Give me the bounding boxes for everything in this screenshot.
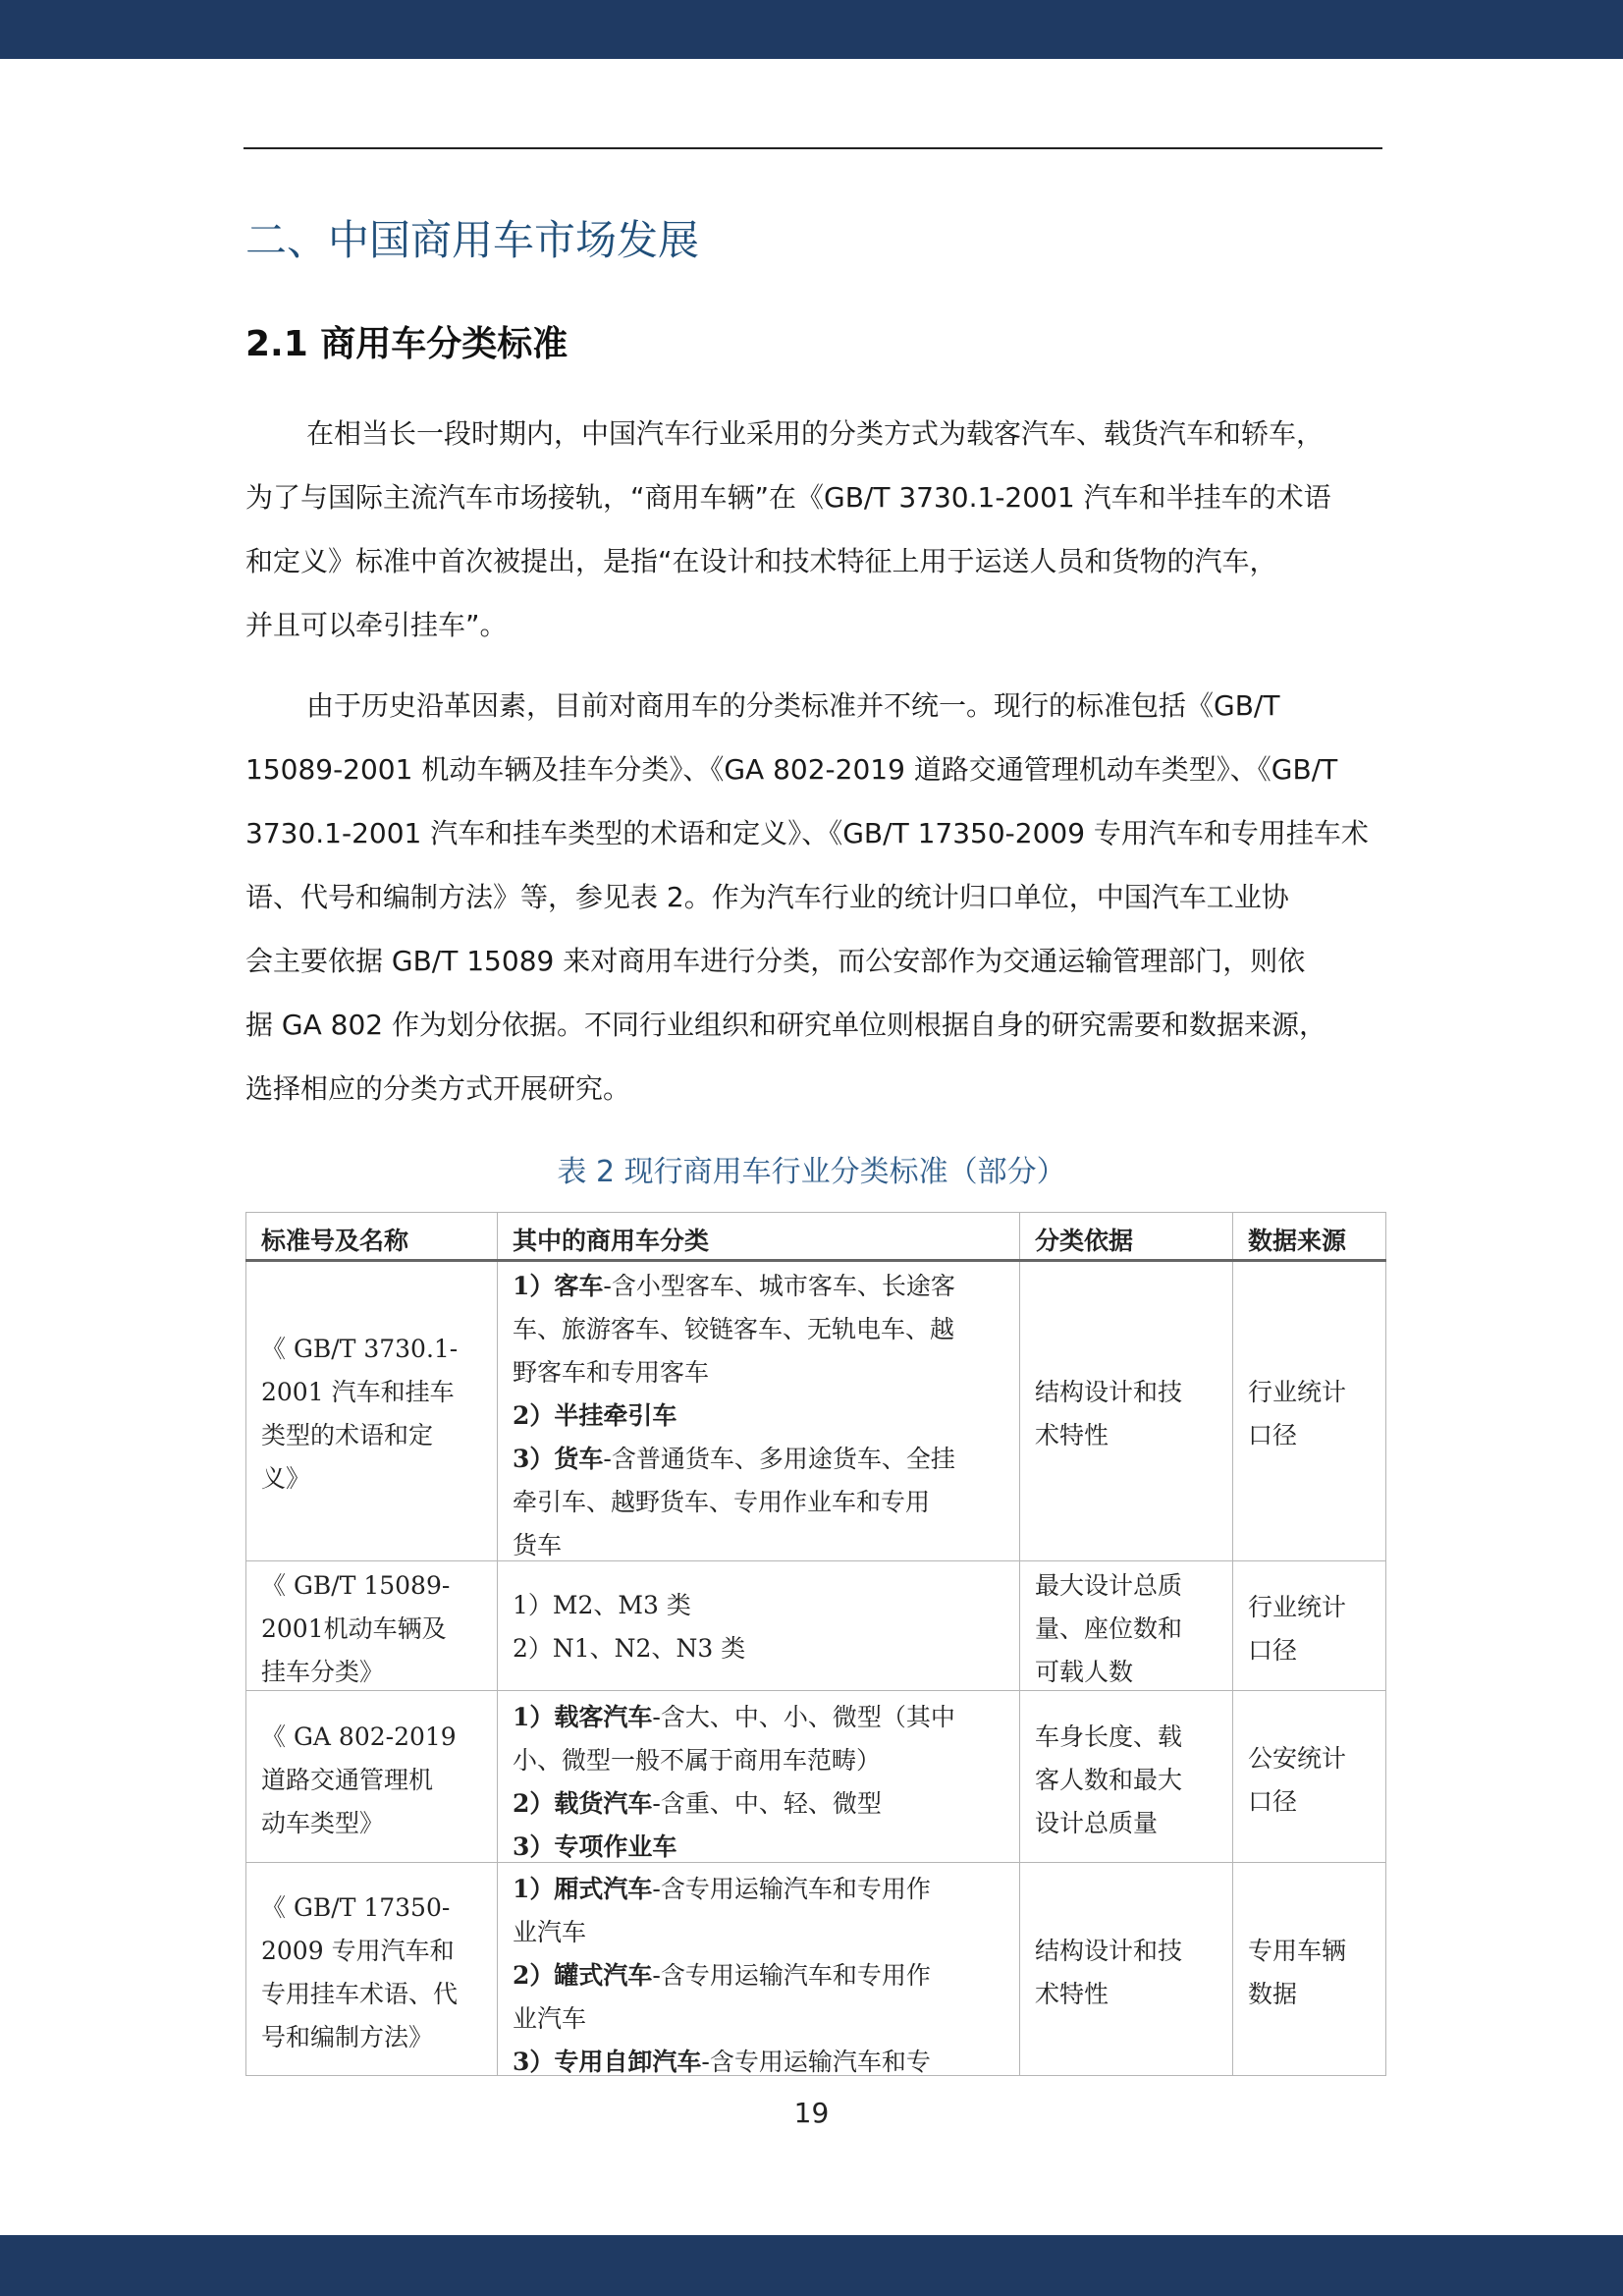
paragraph-line: 语、代号和编制方法》等，参见表 2。作为汽车行业的统计归口单位，中国汽车工业协 xyxy=(245,881,1289,913)
table-cell-category-line xyxy=(513,1526,562,1561)
table-cell-category-line xyxy=(513,1913,586,1948)
paragraph-line: 和定义》标准中首次被提出，是指“在设计和技术特征上用于运送人员和货物的汽车， xyxy=(245,545,1277,577)
table-cell-source: 口径 xyxy=(1248,1420,1298,1449)
table-cell-category-line xyxy=(513,1741,881,1777)
header-rule xyxy=(243,147,1382,149)
category-detail: -含重、中、轻、微型 xyxy=(652,1789,882,1818)
table-cell-standard: 动车类型》 xyxy=(261,1808,385,1837)
paragraph-line: 据 GA 802 作为划分依据。不同行业组织和研究单位则根据自身的研究需要和数据来源， xyxy=(245,1009,1327,1041)
table-cell-basis: 结构设计和技 xyxy=(1035,1377,1183,1406)
category-bold-label: 3）专用自卸汽车 xyxy=(513,2048,702,2076)
paragraph-line: 15089-2001 机动车辆及挂车分类》、《GA 802-2019 道路交通管理机动车类型》、《GB/T xyxy=(245,753,1338,786)
paragraph-line: 选择相应的分类方式开展研究。 xyxy=(245,1072,631,1105)
table-cell-category-line xyxy=(513,1310,954,1345)
table-cell-category-line xyxy=(513,1956,931,1992)
category-detail: -含专用运输汽车和专用作 xyxy=(652,1961,931,1990)
table-cell-standard: 2001机动车辆及 xyxy=(261,1614,447,1643)
table-cell-standard: 《 GA 802-2019 xyxy=(261,1722,457,1751)
table-column-divider xyxy=(1019,1212,1020,2076)
category-detail: -含专用运输汽车和专用作 xyxy=(652,1875,931,1903)
paragraph-line: 会主要依据 GB/T 15089 来对商用车进行分类，而公安部作为交通运输管理部门，则依 xyxy=(245,945,1306,977)
table-cell-category-line xyxy=(513,1828,676,1863)
category-bold-label: 1）厢式汽车 xyxy=(513,1875,653,1903)
table-cell-source: 口径 xyxy=(1248,1786,1298,1816)
page-number: 19 xyxy=(793,2097,830,2129)
classification-table xyxy=(245,1212,1386,2076)
table-cell-standard: 道路交通管理机 xyxy=(261,1765,434,1794)
section-title: 二、中国商用车市场发展 xyxy=(245,216,700,264)
table-header-cell: 分类依据 xyxy=(1035,1227,1134,1255)
table-cell-basis: 可载人数 xyxy=(1035,1658,1134,1686)
category-detail: -含专用运输汽车和专 xyxy=(701,2048,931,2076)
table-cell-standard: 《 GB/T 3730.1- xyxy=(261,1334,459,1363)
table-cell-basis: 客人数和最大 xyxy=(1035,1765,1183,1794)
category-bold-label: 1）载客汽车 xyxy=(513,1703,653,1731)
table-cell-source: 口径 xyxy=(1248,1636,1298,1665)
subsection-title: 2.1 商用车分类标准 xyxy=(245,324,568,364)
table-cell-basis: 术特性 xyxy=(1035,1980,1109,2008)
paragraph-1 xyxy=(245,412,1384,648)
table-cell-standard: 挂车分类》 xyxy=(261,1658,385,1686)
category-detail: 小、微型一般不属于商用车范畴） xyxy=(513,1746,882,1775)
table-cell-standard: 号和编制方法》 xyxy=(261,2023,434,2051)
table-cell-basis: 结构设计和技 xyxy=(1035,1937,1183,1965)
table-cell-source: 专用车辆 xyxy=(1248,1937,1347,1965)
table-cell-standard: 《 GB/T 15089- xyxy=(261,1571,451,1600)
table-cell-basis: 最大设计总质 xyxy=(1035,1571,1183,1600)
table-row-divider xyxy=(245,1560,1386,1561)
table-cell-standard: 义》 xyxy=(261,1463,311,1493)
table-cell-standard: 2009 专用汽车和 xyxy=(261,1937,455,1965)
category-detail: 业汽车 xyxy=(513,1918,587,1946)
table-column-divider xyxy=(497,1212,498,2076)
category-detail: 1）M2、M3 类 xyxy=(513,1591,691,1619)
category-detail: 业汽车 xyxy=(513,2004,587,2033)
table-cell-basis: 车身长度、载 xyxy=(1035,1722,1183,1751)
category-detail: -含普通货车、多用途货车、全挂 xyxy=(603,1445,955,1473)
paragraph-line: 由于历史沿革因素，目前对商用车的分类标准并不统一。现行的标准包括《GB/T xyxy=(306,689,1280,722)
category-bold-label: 2）载货汽车 xyxy=(513,1789,653,1818)
table-cell-basis: 术特性 xyxy=(1035,1420,1109,1449)
table-cell-category-line xyxy=(513,1483,930,1518)
category-detail: 野客车和专用客车 xyxy=(513,1358,710,1387)
table-cell-basis: 设计总质量 xyxy=(1035,1808,1159,1837)
category-detail: -含小型客车、城市客车、长途客 xyxy=(603,1272,955,1300)
table-caption: 表 2 现行商用车行业分类标准（部分） xyxy=(557,1155,1066,1189)
paragraph-line: 并且可以牵引挂车”。 xyxy=(245,609,508,641)
table-cell-category-line xyxy=(513,1440,955,1475)
category-bold-label: 2）罐式汽车 xyxy=(513,1961,653,1990)
table-row-divider xyxy=(245,1259,1386,1262)
table-cell-basis: 量、座位数和 xyxy=(1035,1614,1183,1643)
table-cell-source: 行业统计 xyxy=(1248,1593,1347,1621)
table-cell-source: 数据 xyxy=(1248,1980,1298,2008)
bottom-banner xyxy=(0,2235,1623,2296)
category-detail: 牵引车、越野货车、专用作业车和专用 xyxy=(513,1488,931,1516)
table-cell-category-line xyxy=(513,1396,676,1432)
table-header-cell: 其中的商用车分类 xyxy=(513,1227,710,1255)
paragraph-line: 为了与国际主流汽车市场接轨，“商用车辆”在《GB/T 3730.1-2001 汽车和半挂车的术语 xyxy=(245,481,1331,514)
table-cell-standard: 2001 汽车和挂车 xyxy=(261,1377,455,1406)
table-header-cell: 标准号及名称 xyxy=(261,1227,409,1255)
category-detail: 2）N1、N2、N3 类 xyxy=(513,1634,746,1663)
table-cell-source: 公安统计 xyxy=(1248,1743,1347,1773)
category-detail: 货车 xyxy=(513,1531,563,1559)
table-cell-category-line xyxy=(513,1353,709,1389)
table-header-cell: 数据来源 xyxy=(1248,1227,1347,1255)
category-bold-label: 2）半挂牵引车 xyxy=(513,1401,677,1430)
category-detail: -含大、中、小、微型（其中 xyxy=(652,1703,955,1731)
table-cell-category-line xyxy=(513,2043,931,2078)
table-cell-standard: 《 GB/T 17350- xyxy=(261,1893,451,1922)
table-cell-category-line xyxy=(513,1698,955,1733)
category-detail: 车、旅游客车、铰链客车、无轨电车、越 xyxy=(513,1315,955,1343)
table-cell-source: 行业统计 xyxy=(1248,1377,1347,1406)
paragraph-2 xyxy=(245,684,1384,1107)
table-cell-standard: 专用挂车术语、代 xyxy=(261,1980,459,2008)
category-bold-label: 1）客车 xyxy=(513,1272,604,1300)
table-row-divider xyxy=(245,1862,1386,1863)
category-bold-label: 3）货车 xyxy=(513,1445,604,1473)
table-cell-standard: 类型的术语和定 xyxy=(261,1420,434,1449)
paragraph-line: 在相当长一段时期内，中国汽车行业采用的分类方式为载客汽车、载货汽车和轿车， xyxy=(306,417,1325,450)
paragraph-line: 3730.1-2001 汽车和挂车类型的术语和定义》、《GB/T 17350-2009 专用汽车和专用挂车术 xyxy=(245,817,1369,849)
table-cell-category-line xyxy=(513,1999,586,2035)
category-bold-label: 3）专项作业车 xyxy=(513,1832,677,1861)
table-cell-category-line xyxy=(513,1629,745,1665)
top-banner xyxy=(0,0,1623,59)
table-cell-category-line xyxy=(513,1586,691,1621)
table-row-divider xyxy=(245,1690,1386,1691)
table-cell-category-line xyxy=(513,1870,931,1905)
table-column-divider xyxy=(1232,1212,1233,2076)
table-cell-category-line xyxy=(513,1784,882,1820)
table-cell-category-line xyxy=(513,1267,955,1302)
